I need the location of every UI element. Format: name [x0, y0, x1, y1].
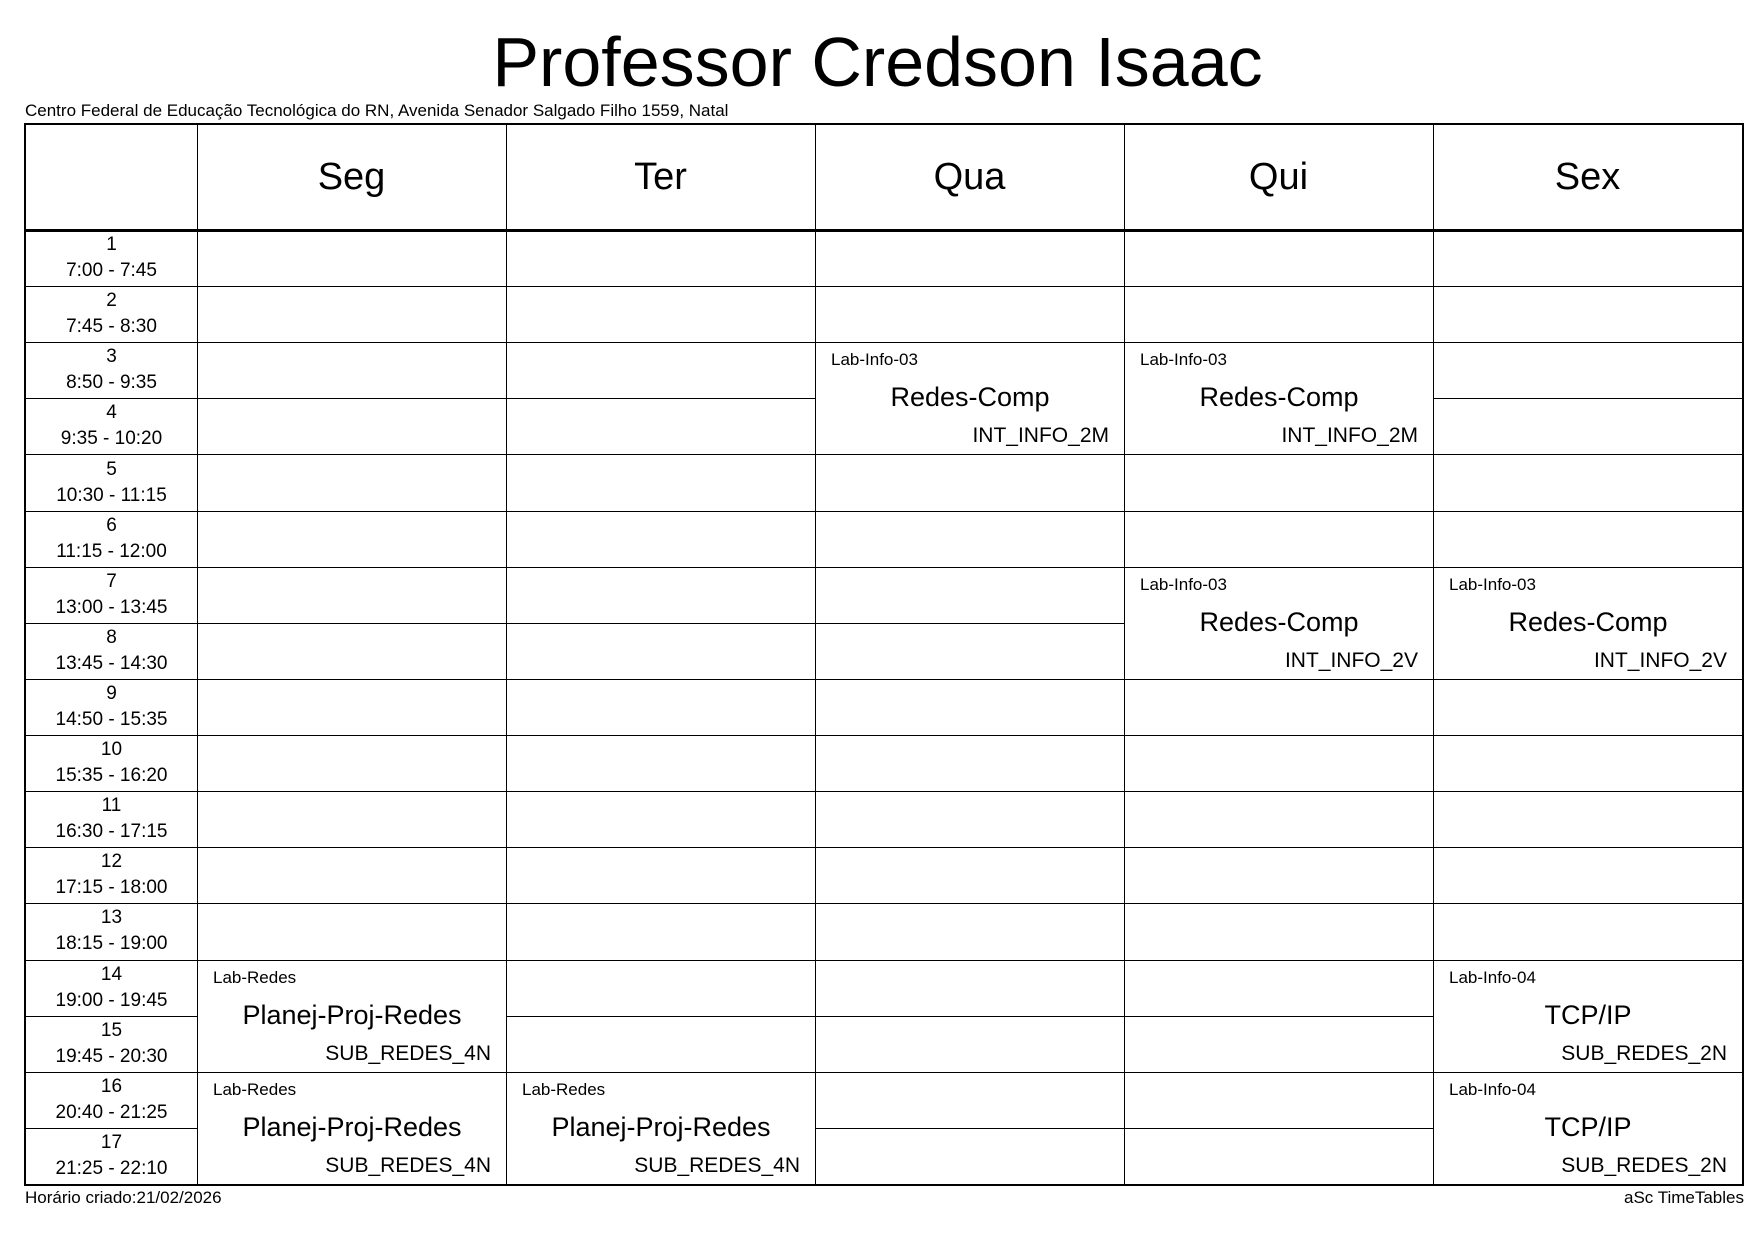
- lesson-class: INT_INFO_2M: [972, 424, 1109, 448]
- lesson-subject: Redes-Comp: [890, 382, 1050, 413]
- period-number: 9: [106, 683, 117, 704]
- period-number: 16: [100, 1075, 123, 1097]
- lesson-card[interactable]: [198, 961, 506, 1072]
- period-time: 20:40 - 21:25: [55, 1101, 168, 1123]
- period-divider: [26, 679, 1742, 680]
- lesson-class: INT_INFO_2M: [1281, 424, 1418, 448]
- day-divider: [815, 125, 816, 1184]
- created-date: Horário criado:21/02/2026: [25, 1188, 222, 1207]
- period-divider: [26, 511, 1742, 512]
- page-title: Professor Credson Isaac: [492, 23, 1263, 101]
- period-number: 7: [106, 570, 117, 592]
- period-label: [26, 344, 197, 396]
- period-divider: [26, 454, 1742, 455]
- period-label: [26, 793, 197, 845]
- period-number: 13: [100, 907, 123, 929]
- lesson-room: Lab-Info-04: [1449, 1079, 1536, 1099]
- period-number: 2: [106, 290, 117, 312]
- period-label: [26, 457, 197, 509]
- lesson-room: Lab-Info-04: [1449, 967, 1536, 987]
- lesson-card[interactable]: [816, 343, 1124, 454]
- period-time: 17:15 - 18:00: [55, 877, 168, 899]
- period-time: 14:50 - 15:35: [55, 709, 168, 730]
- period-time: 16:30 - 17:15: [55, 821, 168, 843]
- period-number: 5: [106, 458, 117, 480]
- period-number: 1: [106, 234, 117, 256]
- period-label: [26, 849, 197, 901]
- period-divider: [26, 286, 1742, 287]
- lesson-subject: Planej-Proj-Redes: [242, 1111, 462, 1142]
- lesson-card[interactable]: [1434, 961, 1742, 1072]
- lesson-subject: Planej-Proj-Redes: [242, 999, 462, 1030]
- lesson-subject: TCP/IP: [1544, 1111, 1632, 1142]
- period-number: 8: [106, 626, 117, 648]
- period-divider: [26, 903, 1742, 904]
- period-label: [26, 1130, 197, 1182]
- period-label: [26, 513, 197, 565]
- period-number: 6: [106, 514, 117, 536]
- lesson-subject: Redes-Comp: [1199, 606, 1359, 637]
- period-time: 11:15 - 12:00: [56, 540, 167, 562]
- period-number: 11: [101, 795, 122, 817]
- lesson-room: Lab-Redes: [213, 967, 297, 987]
- period-label: [26, 737, 197, 789]
- period-time: 10:30 - 11:15: [56, 484, 167, 506]
- timetable-grid: [24, 123, 1744, 1186]
- period-label: [26, 681, 197, 733]
- lesson-room: Lab-Redes: [213, 1079, 297, 1099]
- period-number: 15: [100, 1019, 123, 1041]
- lesson-card[interactable]: [507, 1073, 815, 1184]
- lesson-class: SUB_REDES_4N: [325, 1153, 491, 1177]
- lesson-class: INT_INFO_2V: [1593, 648, 1727, 672]
- period-divider: [26, 735, 1742, 736]
- lesson-subject: Redes-Comp: [1508, 606, 1668, 637]
- lesson-card[interactable]: [1125, 343, 1433, 454]
- period-label: [26, 288, 197, 340]
- period-number: 14: [100, 963, 123, 985]
- period-label: [26, 400, 197, 452]
- lesson-room: Lab-Info-03: [1140, 350, 1227, 370]
- lesson-class: SUB_REDES_4N: [634, 1153, 800, 1177]
- day-header-qua: Qua: [933, 156, 1006, 198]
- day-header-seg: Seg: [317, 156, 386, 198]
- period-label: [26, 1074, 197, 1126]
- lesson-class: SUB_REDES_4N: [325, 1041, 491, 1065]
- school-address: Centro Federal de Educação Tecnológica do RN, Avenida Senador Salgado Filho 1559, Natal: [25, 101, 729, 120]
- lesson-card[interactable]: [198, 1073, 506, 1184]
- day-header-ter: Ter: [634, 156, 687, 198]
- lesson-class: SUB_REDES_2N: [1561, 1153, 1727, 1177]
- lesson-class: SUB_REDES_2N: [1561, 1041, 1727, 1065]
- period-label: [26, 569, 197, 621]
- lesson-card[interactable]: [1125, 568, 1433, 679]
- period-divider: [26, 847, 1742, 848]
- day-divider: [506, 125, 507, 1184]
- day-header-sex: Sex: [1554, 156, 1621, 198]
- period-time: 13:45 - 14:30: [55, 652, 168, 674]
- lesson-subject: Planej-Proj-Redes: [551, 1111, 771, 1142]
- period-time: 19:00 - 19:45: [55, 989, 168, 1011]
- lesson-room: Lab-Info-03: [1449, 574, 1536, 594]
- period-label: [26, 1018, 197, 1070]
- lesson-card[interactable]: [1434, 568, 1742, 679]
- lesson-room: Lab-Redes: [522, 1079, 606, 1099]
- period-time: 8:50 - 9:35: [66, 372, 157, 394]
- period-number: 12: [100, 851, 123, 873]
- lesson-card[interactable]: [1434, 1073, 1742, 1184]
- day-header-qui: Qui: [1248, 156, 1309, 198]
- period-number: 17: [100, 1131, 123, 1153]
- lesson-class: INT_INFO_2V: [1284, 648, 1418, 672]
- period-time: 13:00 - 13:45: [55, 596, 168, 618]
- lesson-subject: TCP/IP: [1544, 999, 1632, 1030]
- period-label: [26, 905, 197, 957]
- period-label: [26, 962, 197, 1014]
- period-time: 15:35 - 16:20: [55, 765, 168, 787]
- period-label: [26, 232, 197, 284]
- period-time: 7:45 - 8:30: [66, 316, 157, 338]
- period-time: 9:35 - 10:20: [60, 428, 163, 450]
- period-number: 10: [100, 739, 123, 761]
- lesson-room: Lab-Info-03: [1140, 574, 1227, 594]
- period-time: 7:00 - 7:45: [66, 260, 157, 282]
- period-time: 18:15 - 19:00: [55, 933, 168, 955]
- period-number: 4: [106, 402, 117, 424]
- period-divider: [26, 791, 1742, 792]
- period-number: 3: [106, 346, 117, 368]
- lesson-room: Lab-Info-03: [831, 350, 918, 370]
- lesson-subject: Redes-Comp: [1199, 382, 1359, 413]
- period-label: [26, 625, 197, 677]
- period-time: 21:25 - 22:10: [55, 1157, 168, 1179]
- period-time: 19:45 - 20:30: [55, 1045, 168, 1067]
- generator-label: aSc TimeTables: [1624, 1188, 1744, 1207]
